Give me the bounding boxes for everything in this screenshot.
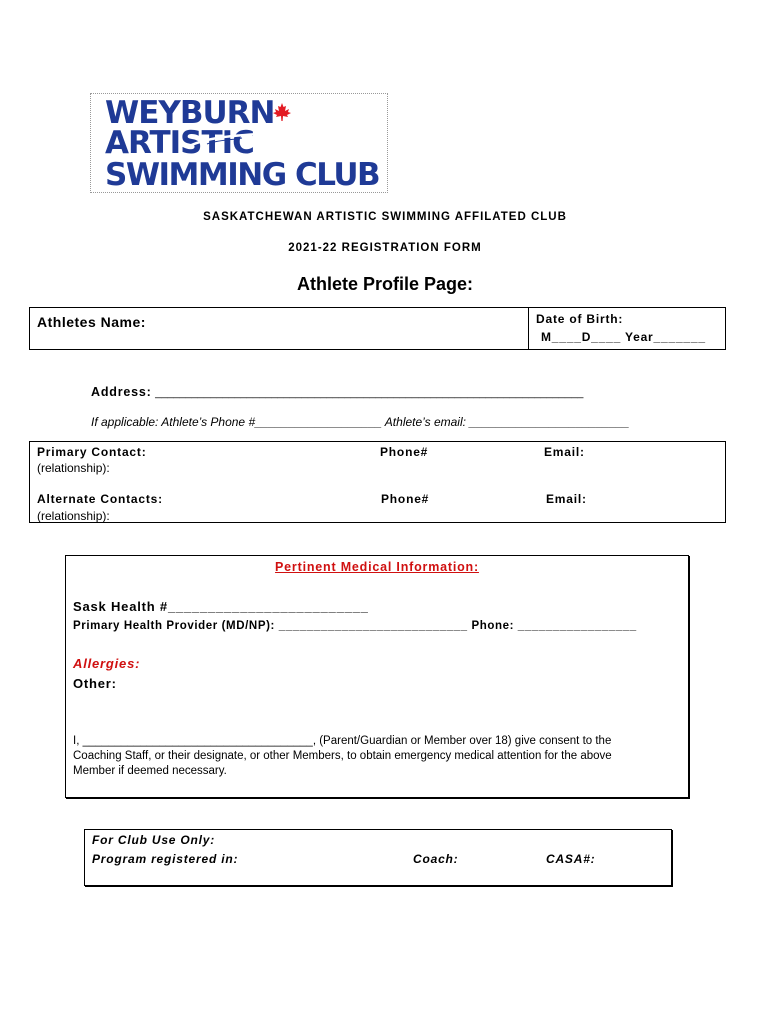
program-label: Program registered in: — [92, 852, 239, 866]
casa-label: CASA#: — [546, 852, 596, 866]
primary-phone-label: Phone# — [380, 445, 429, 459]
logo-line-3: SWIMMING CLUB — [105, 157, 380, 193]
primary-contact-label: Primary Contact: — [37, 445, 147, 459]
other-label: Other: — [73, 676, 117, 691]
alternate-relationship-label: (relationship): — [37, 509, 110, 523]
athlete-phone-email-row[interactable]: If applicable: Athlete’s Phone #___________________ Athlete’s email: ________________________ — [91, 415, 630, 429]
club-use-heading: For Club Use Only: — [92, 833, 216, 847]
dob-fields[interactable]: M____D____ Year_______ — [541, 330, 706, 344]
form-year-heading: 2021-22 REGISTRATION FORM — [288, 242, 482, 254]
athlete-name-box — [29, 307, 726, 350]
alternate-contact-label: Alternate Contacts: — [37, 492, 163, 506]
logo-line-1: WEYBURN — [105, 95, 275, 131]
athlete-name-label: Athletes Name: — [37, 314, 146, 330]
address-field[interactable]: ______________________________________________________________________ — [155, 387, 584, 399]
consent-statement — [73, 734, 612, 779]
primary-email-label: Email: — [544, 445, 585, 459]
medical-info-box — [65, 555, 689, 798]
page-title: Athlete Profile Page: — [296, 274, 474, 294]
sask-health-field[interactable]: Sask Health #_________________________ — [73, 599, 369, 614]
primary-relationship-label: (relationship): — [37, 461, 110, 475]
medical-heading: Pertinent Medical Information: — [275, 560, 479, 574]
consent-line-2: Coaching Staff, or their designate, or other Members, to obtain emergency medical attention for the above — [73, 750, 612, 762]
club-affiliation-heading: SASKATCHEWAN ARTISTIC SWIMMING AFFILATED CLUB — [203, 211, 567, 223]
consent-line-1[interactable]: I, ____________________________________, (Parent/Guardian or Member over 18) give consent to the — [73, 735, 612, 747]
consent-line-3: Member if deemed necessary. — [73, 765, 227, 777]
dob-label: Date of Birth: — [536, 312, 624, 326]
contacts-box — [29, 441, 726, 523]
allergies-label: Allergies: — [73, 656, 141, 671]
alternate-email-label: Email: — [546, 492, 587, 506]
address-row — [91, 385, 583, 399]
club-use-box — [84, 829, 672, 886]
coach-label: Coach: — [413, 852, 459, 866]
address-label: Address: — [91, 385, 152, 399]
maple-leaf-icon — [272, 102, 292, 122]
health-provider-field[interactable]: Primary Health Provider (MD/NP): ___________________________ Phone: _________________ — [73, 620, 637, 632]
divider — [528, 308, 529, 349]
alternate-phone-label: Phone# — [381, 492, 430, 506]
swimmer-icon — [187, 132, 261, 150]
club-logo — [90, 93, 388, 193]
logo-line-2: ARTISTIC — [105, 125, 254, 161]
